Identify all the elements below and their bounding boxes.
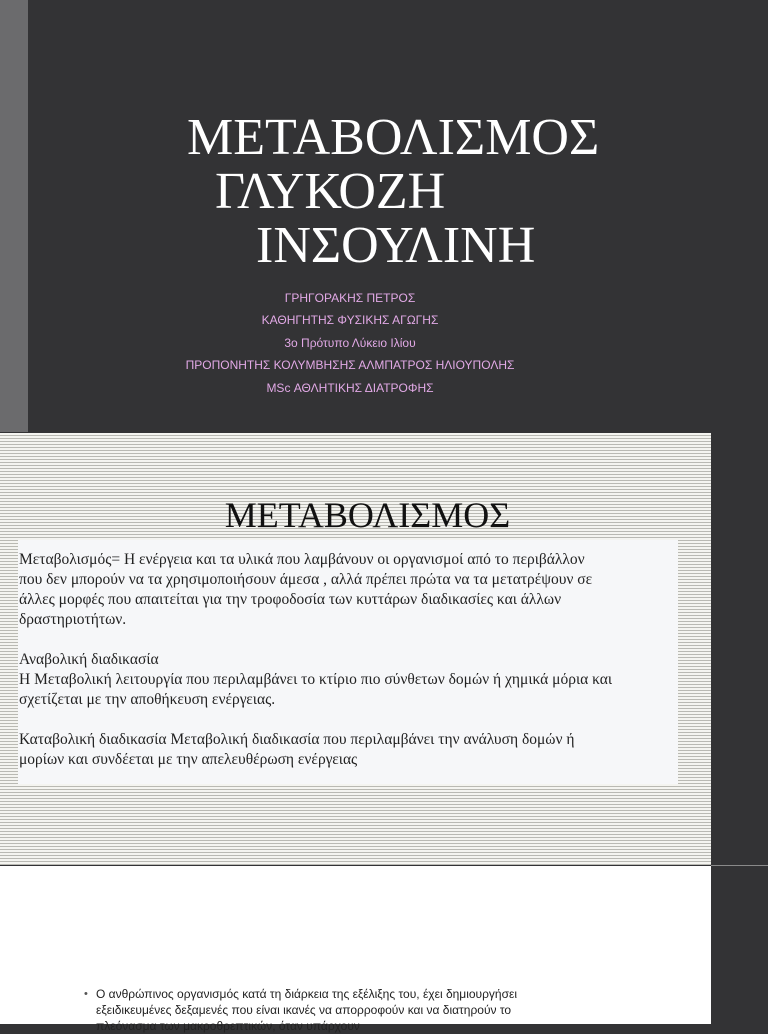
anabolic-heading: Αναβολική διαδικασία: [19, 651, 159, 668]
anabolic-paragraph: Η Μεταβολική λειτουργία που περιλαμβάνει το κτίριο πιο σύνθετων δομών ή χημικά μόρια και σχετίζεται με την αποθήκευση ενέργειας.: [19, 671, 613, 708]
author-coach: ΠΡΟΠΟΝΗΤΗΣ ΚΟΛΥΜΒΗΣΗΣ ΑΛΜΠΑΤΡΟΣ ΗΛΙΟΥΠΟΛΗΣ: [185, 358, 515, 372]
bullet-icon: •: [84, 988, 88, 1000]
author-school: 3ο Πρότυπο Λύκειο Ιλίου: [284, 336, 416, 350]
title-line-3: ΙΝΣΟΥΛΙΝΗ: [256, 217, 536, 274]
paragraph-gap: [19, 710, 678, 730]
author-role: ΚΑΘΗΓΗΤΗΣ ΦΥΣΙΚΗΣ ΑΓΩΓΗΣ: [261, 313, 439, 327]
slide-gutter: [711, 433, 768, 865]
author-name: ΓΡΗΓΟΡΑΚΗΣ ΠΕΤΡΟΣ: [284, 291, 416, 305]
paragraph-gap: [19, 630, 678, 650]
reserves-slide: [0, 866, 711, 1033]
bullet-text: [96, 986, 636, 1034]
bullet-line-2: εξειδικευμένες δεξαμενές που είναι ικανές να απορροφούν και να διατηρούν το: [96, 1003, 512, 1017]
definition-paragraph: Μεταβολισμός= Η ενέργεια και τα υλικά που λαμβάνουν οι οργανισμοί από το περιβάλλον που δεν μπορούν να τα χρησιμοποιήσουν άμεσα , αλλά πρέπει πρώτα να τα μετατρέψουν σε άλλες μορφές που απαιτείται για την τροφοδοσία των κυττάρων διαδικασίες και άλλων δραστηριοτήτων.: [19, 551, 593, 628]
title-line-2: ΓΛΥΚΟΖΗ: [215, 163, 446, 220]
metabolism-slide: [0, 433, 711, 865]
slide-title: ΜΕΤΑΒΟΛΙΣΜΟΣ: [224, 495, 511, 535]
slide-body: [18, 540, 678, 784]
accent-bar: [0, 0, 28, 432]
slide-divider: [711, 865, 768, 866]
catabolic-paragraph: Καταβολική διαδικασία Μεταβολική διαδικασία που περιλαμβάνει την ανάλυση δομών ή μορίων και συνδέεται με την απελευθέρωση ενέργειας: [19, 731, 575, 768]
bullet-line-1: Ο ανθρώπινος οργανισμός κατά τη διάρκεια της εξέλιξης του, έχει δημιουργήσει: [96, 987, 518, 1001]
author-degree: MSc ΑΘΛΗΤΙΚΗΣ ΔΙΑΤΡΟΦΗΣ: [266, 381, 434, 395]
title-slide: [0, 0, 768, 432]
title-line-1: ΜΕΤΑΒΟΛΙΣΜΟΣ: [187, 109, 600, 166]
bullet-line-3: πλεόνασμα των μακροθρεπτικών, όταν υπάρχουν: [96, 1019, 360, 1033]
